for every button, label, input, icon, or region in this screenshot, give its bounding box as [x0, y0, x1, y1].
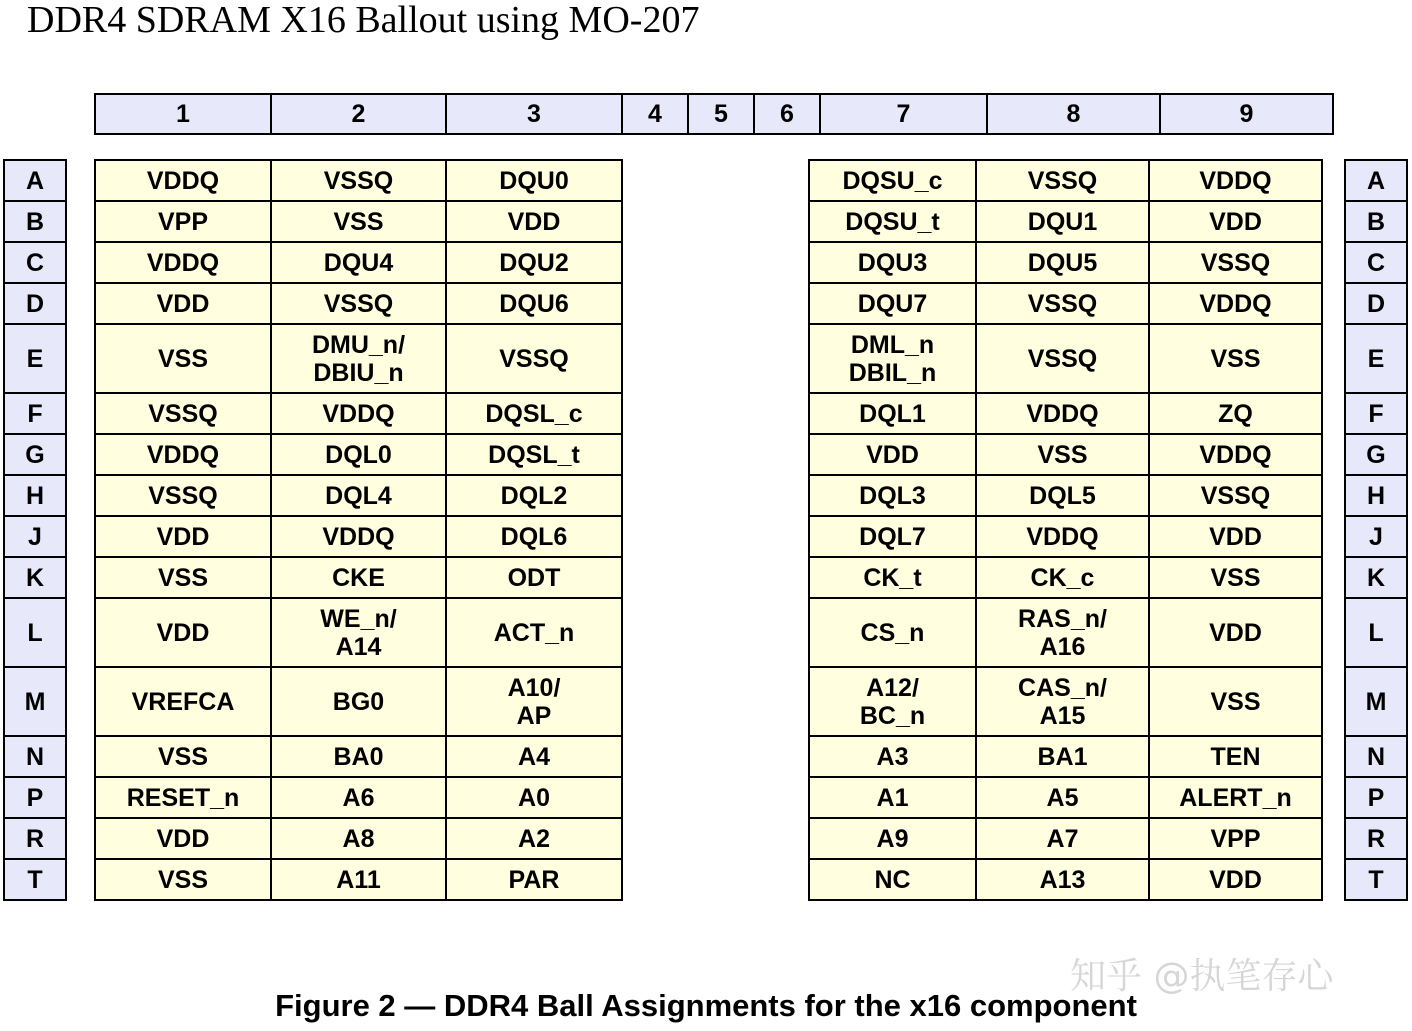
ball-cell: A13	[976, 859, 1149, 900]
ball-cell: CK_t	[809, 557, 976, 598]
column-header-4: 4	[622, 94, 688, 134]
ball-cell: DQSU_t	[809, 201, 976, 242]
ball-cell: VDDQ	[1149, 283, 1322, 324]
table-row	[95, 557, 622, 598]
ball-cell: VDDQ	[95, 242, 271, 283]
ball-cell: DQSL_c	[446, 393, 622, 434]
table-row	[95, 475, 622, 516]
ball-cell: VSSQ	[271, 283, 446, 324]
column-header-row	[94, 93, 1334, 135]
table-row	[95, 242, 622, 283]
ball-cell: DQL6	[446, 516, 622, 557]
ball-cell: VREFCA	[95, 667, 271, 736]
ball-cell: CKE	[271, 557, 446, 598]
ball-cell: VDD	[809, 434, 976, 475]
table-row	[809, 667, 1322, 736]
row-label-right: F	[1345, 393, 1407, 434]
ball-cell: DQL0	[271, 434, 446, 475]
ball-cell: A0	[446, 777, 622, 818]
column-header-9: 9	[1160, 94, 1333, 134]
table-row	[95, 201, 622, 242]
table-row	[809, 598, 1322, 667]
ball-cell: VSS	[95, 557, 271, 598]
ball-cell: VDD	[1149, 201, 1322, 242]
ball-cell: VSS	[1149, 557, 1322, 598]
ball-cell: VSS	[1149, 324, 1322, 393]
table-row	[809, 557, 1322, 598]
ball-cell: VSSQ	[1149, 475, 1322, 516]
table-row	[95, 818, 622, 859]
table-row	[809, 859, 1322, 900]
ball-cell: VDDQ	[1149, 434, 1322, 475]
ball-grid-left	[94, 159, 623, 901]
ball-cell: TEN	[1149, 736, 1322, 777]
ball-cell: DQU1	[976, 201, 1149, 242]
row-label-left: F	[4, 393, 66, 434]
ball-cell: DQU2	[446, 242, 622, 283]
table-row	[809, 283, 1322, 324]
row-label-left: H	[4, 475, 66, 516]
ball-cell: NC	[809, 859, 976, 900]
row-label-left: C	[4, 242, 66, 283]
row-label-left: M	[4, 667, 66, 736]
ball-cell: VDD	[95, 283, 271, 324]
table-row	[809, 818, 1322, 859]
table-row	[809, 242, 1322, 283]
ball-cell: VSS	[1149, 667, 1322, 736]
ball-cell: DQU6	[446, 283, 622, 324]
column-header-8: 8	[987, 94, 1160, 134]
ball-cell: ALERT_n	[1149, 777, 1322, 818]
ball-cell: VDDQ	[271, 393, 446, 434]
ball-cell: VDDQ	[976, 516, 1149, 557]
row-label-right: P	[1345, 777, 1407, 818]
row-label-left: R	[4, 818, 66, 859]
ball-cell: VSSQ	[976, 324, 1149, 393]
ball-cell: DML_n DBIL_n	[809, 324, 976, 393]
row-label-left: K	[4, 557, 66, 598]
row-label-right: E	[1345, 324, 1407, 393]
ball-cell: VDDQ	[95, 434, 271, 475]
ball-cell: VDDQ	[271, 516, 446, 557]
table-row	[95, 516, 622, 557]
ball-cell: CK_c	[976, 557, 1149, 598]
ball-cell: VSSQ	[95, 393, 271, 434]
watermark: 知乎 @执笔存心	[1070, 956, 1334, 997]
row-label-right: C	[1345, 242, 1407, 283]
ball-cell: VSS	[271, 201, 446, 242]
row-label-right: J	[1345, 516, 1407, 557]
ball-cell: DQL3	[809, 475, 976, 516]
table-row	[95, 393, 622, 434]
column-header-2: 2	[271, 94, 446, 134]
ball-cell: VDD	[1149, 598, 1322, 667]
ball-cell: ACT_n	[446, 598, 622, 667]
ball-cell: A2	[446, 818, 622, 859]
ball-cell: VDD	[1149, 859, 1322, 900]
ball-cell: A5	[976, 777, 1149, 818]
ball-cell: DQL1	[809, 393, 976, 434]
row-label-left: G	[4, 434, 66, 475]
ball-cell: BA1	[976, 736, 1149, 777]
row-labels-left	[3, 159, 67, 901]
row-label-left: J	[4, 516, 66, 557]
table-row	[809, 201, 1322, 242]
ball-cell: VDD	[95, 818, 271, 859]
ball-cell: A7	[976, 818, 1149, 859]
ball-cell: RAS_n/ A16	[976, 598, 1149, 667]
ball-cell: VDDQ	[1149, 160, 1322, 201]
column-header-1: 1	[95, 94, 271, 134]
row-label-left: B	[4, 201, 66, 242]
ball-cell: WE_n/ A14	[271, 598, 446, 667]
ball-cell: VDD	[95, 598, 271, 667]
row-label-right: A	[1345, 160, 1407, 201]
ball-cell: DQL4	[271, 475, 446, 516]
ball-cell: DQL5	[976, 475, 1149, 516]
table-row	[809, 777, 1322, 818]
ball-cell: A9	[809, 818, 976, 859]
ball-cell: A3	[809, 736, 976, 777]
table-row	[809, 475, 1322, 516]
table-row	[809, 160, 1322, 201]
ball-cell: VPP	[1149, 818, 1322, 859]
table-row	[809, 736, 1322, 777]
table-row	[809, 434, 1322, 475]
column-header-5: 5	[688, 94, 754, 134]
ball-cell: ZQ	[1149, 393, 1322, 434]
ball-cell: DQL7	[809, 516, 976, 557]
ball-cell: VSSQ	[95, 475, 271, 516]
ball-cell: PAR	[446, 859, 622, 900]
row-label-right: G	[1345, 434, 1407, 475]
ball-cell: VDD	[1149, 516, 1322, 557]
ball-cell: A4	[446, 736, 622, 777]
table-row	[95, 667, 622, 736]
row-label-left: T	[4, 859, 66, 900]
ball-cell: VSSQ	[976, 160, 1149, 201]
row-label-right: K	[1345, 557, 1407, 598]
table-row	[809, 393, 1322, 434]
column-header-6: 6	[754, 94, 820, 134]
ball-cell: VSSQ	[1149, 242, 1322, 283]
table-row	[95, 777, 622, 818]
table-row	[95, 859, 622, 900]
ball-cell: A6	[271, 777, 446, 818]
row-label-left: L	[4, 598, 66, 667]
ball-cell: DMU_n/ DBIU_n	[271, 324, 446, 393]
ball-cell: DQSU_c	[809, 160, 976, 201]
ball-cell: ODT	[446, 557, 622, 598]
ball-cell: DQU3	[809, 242, 976, 283]
ball-cell: VSS	[95, 736, 271, 777]
column-header-3: 3	[446, 94, 622, 134]
ball-cell: VDDQ	[976, 393, 1149, 434]
row-label-right: L	[1345, 598, 1407, 667]
table-row	[95, 283, 622, 324]
ball-cell: VSSQ	[271, 160, 446, 201]
row-label-right: M	[1345, 667, 1407, 736]
column-header-7: 7	[820, 94, 987, 134]
ball-cell: DQU7	[809, 283, 976, 324]
row-label-left: N	[4, 736, 66, 777]
row-label-right: D	[1345, 283, 1407, 324]
ball-cell: A10/ AP	[446, 667, 622, 736]
ball-cell: RESET_n	[95, 777, 271, 818]
table-row	[809, 324, 1322, 393]
ball-grid-right	[808, 159, 1323, 901]
ball-cell: A1	[809, 777, 976, 818]
row-label-right: B	[1345, 201, 1407, 242]
row-label-right: R	[1345, 818, 1407, 859]
ball-cell: VPP	[95, 201, 271, 242]
row-label-right: T	[1345, 859, 1407, 900]
ball-cell: DQU0	[446, 160, 622, 201]
table-row	[95, 598, 622, 667]
ball-cell: BA0	[271, 736, 446, 777]
ball-cell: DQSL_t	[446, 434, 622, 475]
row-label-left: P	[4, 777, 66, 818]
ball-cell: DQU5	[976, 242, 1149, 283]
table-row	[809, 516, 1322, 557]
row-label-right: H	[1345, 475, 1407, 516]
ball-cell: DQL2	[446, 475, 622, 516]
ball-cell: VSSQ	[976, 283, 1149, 324]
figure-caption: Figure 2 — DDR4 Ball Assignments for the x16 component	[275, 988, 1137, 1023]
row-label-left: A	[4, 160, 66, 201]
ball-cell: VDD	[95, 516, 271, 557]
row-label-left: E	[4, 324, 66, 393]
row-labels-right	[1344, 159, 1408, 901]
ball-cell: VDD	[446, 201, 622, 242]
ball-cell: VSS	[95, 859, 271, 900]
ball-cell: A8	[271, 818, 446, 859]
ball-cell: A11	[271, 859, 446, 900]
table-row	[95, 736, 622, 777]
table-row	[95, 324, 622, 393]
table-row	[95, 160, 622, 201]
page-title: DDR4 SDRAM X16 Ballout using MO-207	[27, 0, 700, 41]
row-label-right: N	[1345, 736, 1407, 777]
ball-cell: CS_n	[809, 598, 976, 667]
table-row	[95, 434, 622, 475]
ball-cell: VDDQ	[95, 160, 271, 201]
ball-cell: VSSQ	[446, 324, 622, 393]
ball-cell: DQU4	[271, 242, 446, 283]
ball-cell: A12/ BC_n	[809, 667, 976, 736]
ball-cell: CAS_n/ A15	[976, 667, 1149, 736]
row-label-left: D	[4, 283, 66, 324]
ball-cell: VSS	[95, 324, 271, 393]
ball-cell: BG0	[271, 667, 446, 736]
ball-cell: VSS	[976, 434, 1149, 475]
